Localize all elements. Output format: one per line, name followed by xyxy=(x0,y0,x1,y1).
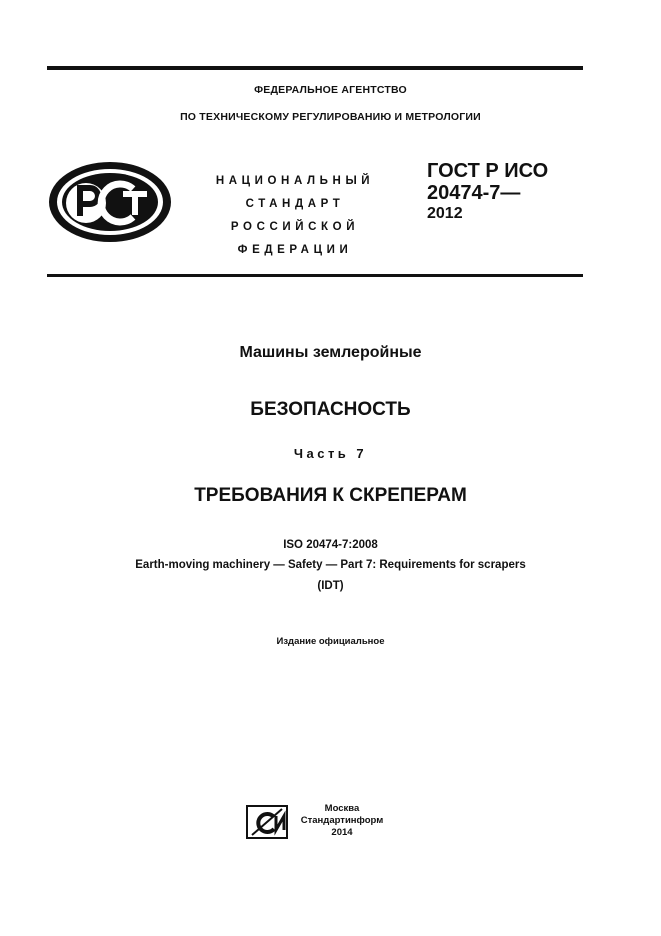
publisher-city: Москва xyxy=(324,803,360,814)
document-subject: Машины землеройные xyxy=(239,344,422,361)
document-safety-title: БЕЗОПАСНОСТЬ xyxy=(250,399,411,420)
publisher-block xyxy=(296,803,388,839)
designation-prefix: ГОСТ Р ИСО xyxy=(427,160,549,182)
standard-designation xyxy=(427,160,587,224)
national-standard-line-4: ФЕДЕРАЦИИ xyxy=(237,244,353,256)
publisher-year: 2014 xyxy=(331,827,353,838)
document-requirements-title: ТРЕБОВАНИЯ К СКРЕПЕРАМ xyxy=(194,485,467,506)
middle-divider xyxy=(47,274,583,277)
document-part: Часть 7 xyxy=(293,446,368,461)
official-edition: Издание официальное xyxy=(276,636,385,647)
agency-line-1: ФЕДЕРАЛЬНОЕ АГЕНТСТВО xyxy=(254,84,407,96)
designation-year: 2012 xyxy=(427,205,463,222)
iso-title: Earth-moving machinery — Safety — Part 7: Requirements for scrapers xyxy=(135,559,526,571)
standartinform-icon xyxy=(246,805,288,839)
rst-logo-icon xyxy=(47,160,173,244)
national-standard-line-1: НАЦИОНАЛЬНЫЙ xyxy=(215,175,375,187)
agency-line-2: ПО ТЕХНИЧЕСКОМУ РЕГУЛИРОВАНИЮ И МЕТРОЛОГИИ xyxy=(180,111,481,123)
national-standard-line-3: РОССИЙСКОЙ xyxy=(230,221,360,233)
designation-number: 20474-7— xyxy=(427,182,521,204)
national-standard-line-2: СТАНДАРТ xyxy=(245,198,345,210)
iso-code: ISO 20474-7:2008 xyxy=(283,539,378,551)
top-divider xyxy=(47,66,583,70)
national-standard-block xyxy=(190,170,400,262)
publisher-name: Стандартинформ xyxy=(300,815,384,826)
iso-idt: (IDT) xyxy=(317,580,344,592)
